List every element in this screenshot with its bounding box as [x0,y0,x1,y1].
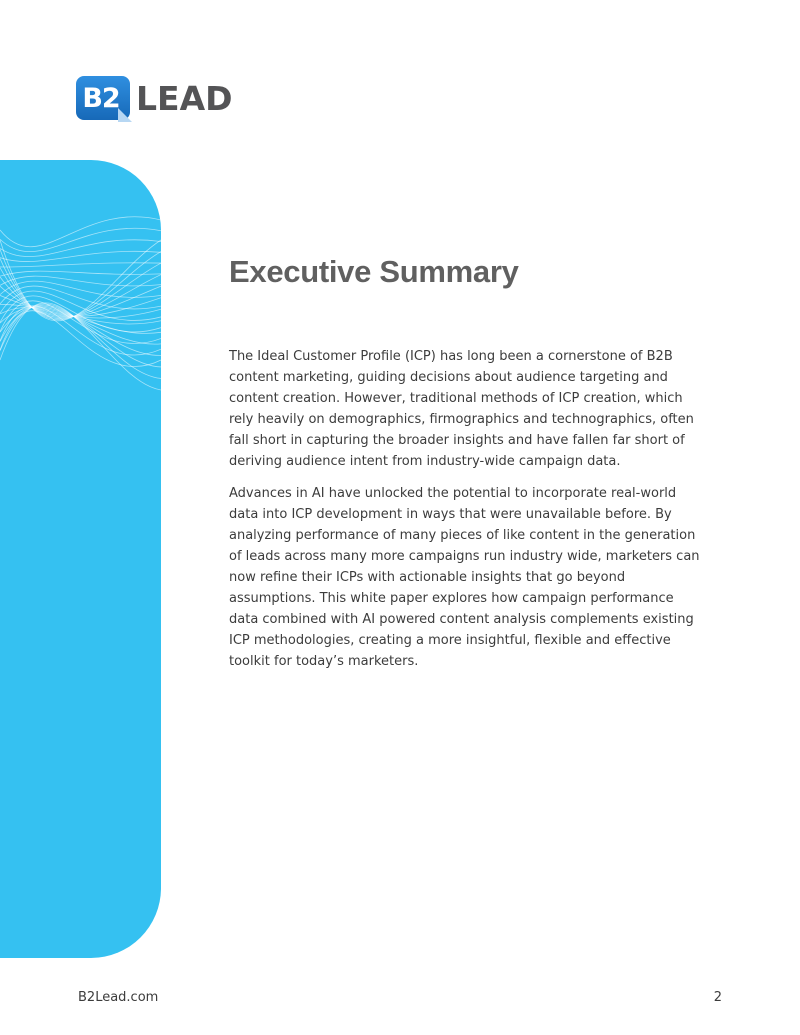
wave-line [0,281,161,297]
paragraph: Advances in AI have unlocked the potential to incorporate real-world data into ICP development in ways that were unavailable before. By analyzing performance of many pieces of like content in the generation of leads across many more campaigns run industry wide, marketers can now refine their ICPs with actionable insights that go beyond assumptions. This white paper explores how campaign performance data combined with AI powered content analysis complements existing ICP methodologies, creating a more insightful, flexible and effective toolkit for today’s marketers. [229,486,700,669]
body-text [229,346,707,683]
wave-line [0,258,161,318]
decorative-side-panel [0,160,161,958]
wave-line [0,271,161,276]
paragraph: The Ideal Customer Profile (ICP) has long been a cornerstone of B2B content marketing, guiding decisions about audience targeting and content creation. However, traditional methods of ICP creation, which rely heavily on demographics, firmographics and technographics, often fall short in capturing the broader insights and have fallen far short of deriving audience intent from industry-wide campaign data. [229,349,694,469]
logo-page-fold-icon [118,108,132,122]
footer-site-link[interactable]: B2Lead.com [78,990,159,1005]
wave-line [0,263,161,267]
logo-badge-text: B2 [82,82,120,114]
wave-line [0,276,161,286]
wave-line [0,217,161,247]
wave-lines-graphic [0,160,161,958]
page-number: 2 [713,990,722,1005]
page-title: Executive Summary [229,254,519,289]
logo-wordmark: LEAD [136,78,233,118]
brand-logo [76,76,233,120]
logo-badge [76,76,130,120]
wave-line [0,240,161,257]
